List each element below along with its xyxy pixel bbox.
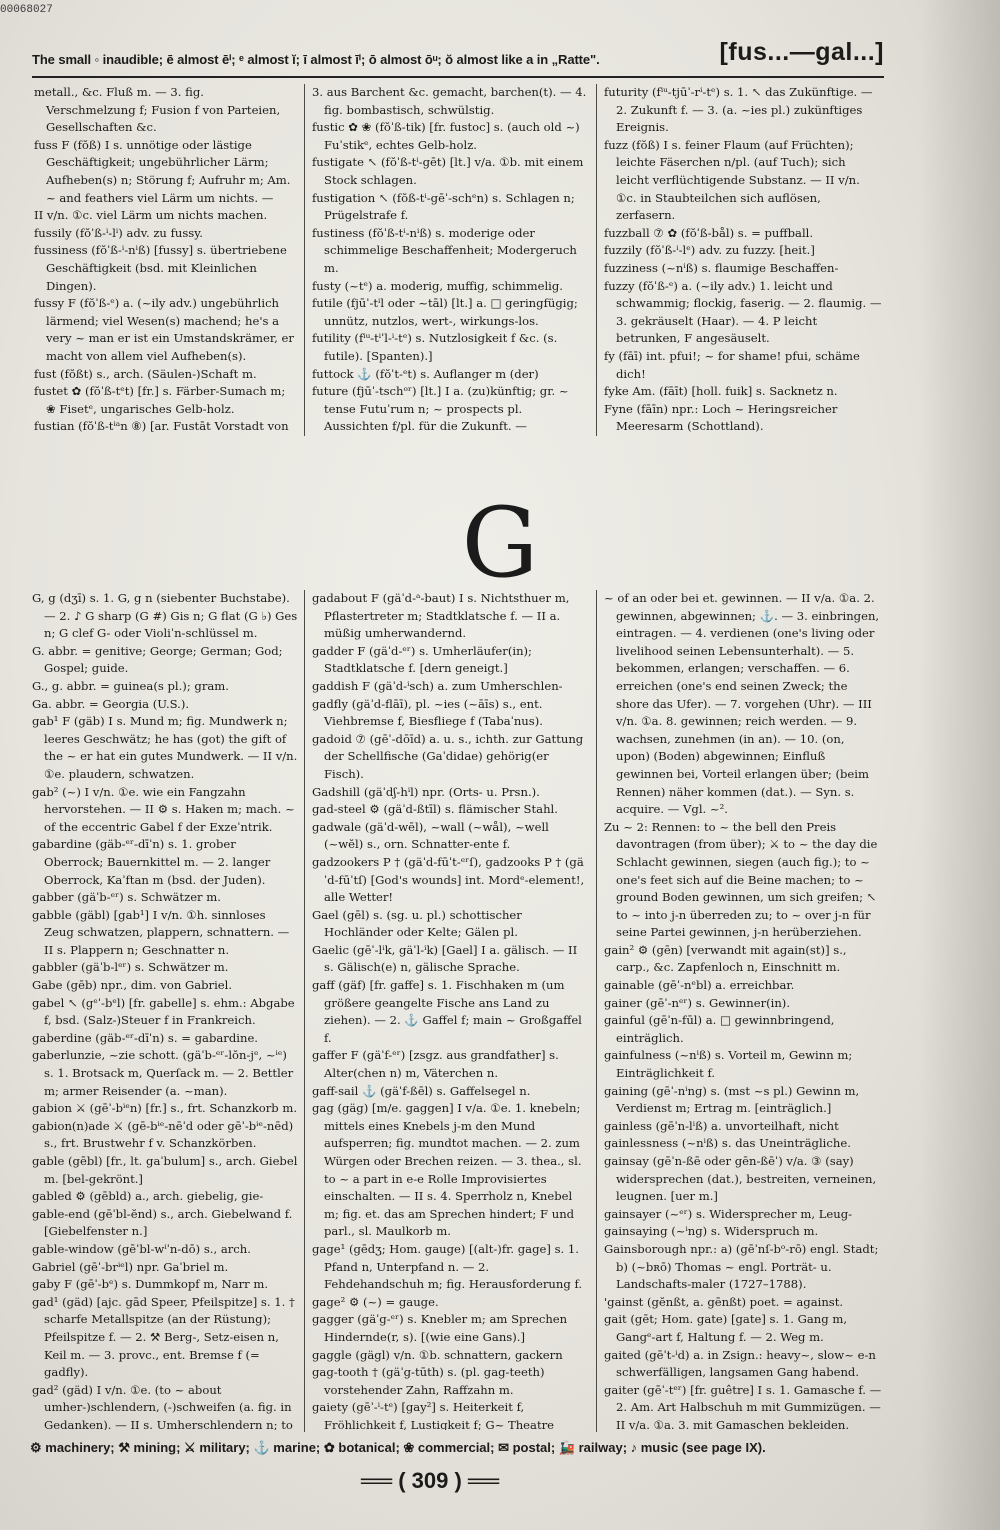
dictionary-entry: fuzz (fŏß) I s. feiner Flaum (auf Früchten); leichte Fäserchen n/pl. (auf Tuch); sich leicht verflüchtigende Substanz. — II v/n. ①c. in Staubteilchen sich auflösen, zerfasern. bbox=[604, 137, 860, 223]
dictionary-entry: fustigate ↖ (fŏˈß-tⁱ-gēt) [lt.] v/a. ①b. mit einem Stock schlagen. bbox=[312, 155, 584, 187]
dictionary-entry: fustic ✿ ❀ (fŏˈß-tik) [fr. fustoc] s. (auch old ~) Fuˈstikᵉ, echtes Gelb-holz. bbox=[312, 120, 580, 152]
dictionary-entry: gage¹ (gēdʒ; Hom. gauge) [(alt-)fr. gage] s. 1. Pfand n, Unterpfand n. — 2. Fehdehandschuh m; fig. Herausforderung f. bbox=[312, 1241, 583, 1292]
dictionary-entry: gaggle (gägl) v/n. ①b. schnattern, gackern bbox=[312, 1347, 563, 1362]
dictionary-entry: gad² (gäd) I v/n. ①e. (to ~ about umher-)schlendern, (-)schweifen (a. fig. in Gedanken). — II s. Umherschlendern n; to bbox=[32, 1382, 293, 1430]
dictionary-entry: gainable (gēˈ-nᵉbl) a. erreichbar. bbox=[604, 978, 795, 993]
dictionary-entry: fussiness (fŏˈß-ⁱ-nⁱß) [fussy] s. übertriebene Geschäftigkeit (bsd. mit Kleinlichen Dingen). bbox=[34, 243, 287, 293]
dictionary-entry: gainless (gēˈn-lⁱß) a. unvorteilhaft, nicht bbox=[604, 1118, 839, 1133]
dictionary-entry: fyke Am. (fāīt) [holl. fuik] s. Sacknetz n. bbox=[604, 384, 838, 399]
dictionary-entry: gage² ⚙ (~) = gauge. bbox=[312, 1294, 439, 1309]
dictionary-entry: gabel ↖ (gᵉˈ-bᵉl) [fr. gabelle] s. ehm.: Abgabe f, bsd. (Salz-)Steuer f in Frankreich. bbox=[32, 995, 295, 1028]
dictionary-entry: G, g (dʒī) s. 1. G, g n (siebenter Buchstabe). — 2. ♪ G sharp (G #) Gis n; G flat (G ♭) Ges n; G clef G- oder Violiˈn-schlüssel m. bbox=[32, 591, 298, 641]
dictionary-entry: gaby F (gēˈ-bᵉ) s. Dummkopf m, Narr m. bbox=[32, 1277, 269, 1292]
dictionary-entry: gainsaying (~ⁱnɡ) s. Widerspruch m. bbox=[604, 1224, 819, 1239]
dictionary-entry: gabbler (gäˈb-lᵉʳ) s. Schwätzer m. bbox=[32, 960, 229, 975]
dictionary-entry: fuss F (fŏß) I s. unnötige oder lästige Geschäftigkeit; ungebührlicher Lärm; Aufheben(s) n; Störung f; Aufruhr m; Am. ~ and feathers viel Lärm um nichts. — bbox=[34, 137, 291, 205]
dictionary-entry: 'gainst (gĕnßt, a. gēnßt) poet. = against. bbox=[604, 1294, 844, 1309]
page-number: ══ ( 309 ) ══ bbox=[360, 1468, 500, 1493]
column-rule bbox=[596, 590, 597, 1432]
entry-range-title: [fus...—gal...] bbox=[719, 38, 884, 66]
dictionary-entry: fustiness (fŏˈß-tⁱ-nⁱß) s. moderige oder schimmelige Beschaffenheit; Modergeruch m. bbox=[312, 225, 577, 275]
dictionary-entry: Gael (gēl) s. (sg. u. pl.) schottischer Hochländer oder Kelte; Gälen pl. bbox=[312, 907, 522, 940]
dictionary-entry: gaff (gäf) [fr. gaffe] s. 1. Fischhaken m (um größere geangelte Fische ans Land zu ziehen). — 2. ⚓ Gaffel f; main ~ Großgaffel f. bbox=[312, 978, 582, 1045]
dictionary-entry: gaddish F (gäˈd-ⁱsch) a. zum Umherschlen- bbox=[312, 678, 563, 693]
dictionary-entry: gable-window (gēˈbl-wⁱˈn-dō) s., arch. bbox=[32, 1241, 251, 1256]
column-upper-right bbox=[604, 84, 882, 434]
dictionary-entry: gain² ⚙ (gēn) [verwandt mit again(st)] s., carp., &c. Zapfenloch n, Einschnitt m. bbox=[604, 942, 847, 975]
dictionary-entry: gadoid ⑦ (gēˈ-dōīd) a. u. s., ichth. zur Gattung der Schellfische (Gaˈdidae) gehörig(er Fisch). bbox=[312, 731, 584, 781]
section-letter: G bbox=[461, 487, 539, 599]
dictionary-entry: Zu ~ 2: Rennen: to ~ the bell den Preis davontragen (from über); ⚔ to ~ the day die Schlacht gewinnen, siegen (auch fig.); to ~ one's feet sich auf die Beine machen; to ~ ground Boden gewinnen, um sich greifen; ↖ to ~ into j-n überreden zu; to ~ over j-n für seine Partei gewinnen, j-n herüberziehen. bbox=[604, 819, 878, 940]
dictionary-entry: metall., &c. Fluß m. — 3. fig. Verschmelzung f; Fusion f von Parteien, Gesellschaften &c. bbox=[34, 85, 281, 135]
dictionary-entry: ~ of an oder bei et. gewinnen. — II v/a. ①a. 2. gewinnen, abgewinnen; ⚓. — 3. einbringen, eintragen. — 4. verdienen (one's living oder livelihood seinen Lebensunterhalt). — 5. bekommen, erlangen; verschaffen. — 6. erreichen (one's end seinen Zweck; the shore das Ufer). — 7. vorgehen (Uhr). — III v/n. ①a. 8. gewinnen; reich werden. — 9. wachsen, zunehmen (in an). — 10. (on, upon) (Boden) abgewinnen; Einfluß gewinnen bei, Vorteil erlangen über; (beim Rennen) näher kommen (dat.). — Syn. s. acquire. — Vgl. ~². bbox=[604, 591, 880, 817]
dictionary-entry: fustian (fŏˈß-tⁱᵃn ⑧) [ar. Fustāt Vorstadt von bbox=[34, 419, 289, 434]
column-lower-right bbox=[604, 590, 882, 1430]
dictionary-entry: fuzziness (~nⁱß) s. flaumige Beschaffen- bbox=[604, 260, 839, 275]
dictionary-entry: gainful (gēˈn-fūl) a. □ gewinnbringend, einträglich. bbox=[604, 1013, 835, 1045]
dictionary-entry: gab² (~) I v/n. ①e. wie ein Fangzahn hervorstehen. — II ⚙ s. Haken m; mach. ~ of the eccentric Gabel f der Exzeˈntrik. bbox=[32, 784, 295, 834]
dictionary-entry: Ga. abbr. = Georgia (U.S.). bbox=[32, 696, 190, 711]
dictionary-entry: fust (fŏßt) s., arch. (Säulen-)Schaft m. bbox=[34, 366, 257, 381]
dictionary-entry: futile (fjūˈ-tⁱl oder ~tāl) [lt.] a. □ geringfügig; unnütz, nutzlos, wert-, wirkungs-los. bbox=[312, 296, 578, 328]
dictionary-entry: gaited (gēˈt-ⁱd) a. in Zsign.: heavy~, slow~ e-n schwerfälligen, langsamen Gang habend. bbox=[604, 1347, 876, 1380]
column-upper-middle bbox=[312, 84, 590, 434]
column-rule bbox=[304, 84, 305, 436]
dictionary-entry: 3. aus Barchent &c. gemacht, barchen(t). — 4. fig. bombastisch, schwülstig. bbox=[312, 85, 587, 117]
dictionary-entry: gabion(n)ade ⚔ (gē-bⁱᵉ-nēˈd oder gēˈ-bⁱᵉ-nēd) s., frt. Brustwehr f v. Schanzkörben. bbox=[32, 1118, 294, 1151]
dictionary-entry: gag-tooth † (gäˈg-tūth) s. (pl. gag-teeth) vorstehender Zahn, Raffzahn m. bbox=[312, 1365, 545, 1397]
dictionary-entry: gainfulness (~nⁱß) s. Vorteil m, Gewinn m; Einträglichkeit f. bbox=[604, 1048, 853, 1081]
dictionary-entry: gainlessness (~nⁱß) s. das Uneinträgliche. bbox=[604, 1136, 851, 1151]
scan-id-stamp: 00068027 bbox=[0, 4, 53, 16]
dictionary-entry: gaberdine (gäb-ᵉʳ-dīˈn) s. = gabardine. bbox=[32, 1030, 258, 1045]
symbol-legend: ⚙ machinery; ⚒ mining; ⚔ military; ⚓ marine; ✿ botanical; ❀ commercial; ✉ postal; 🚂 railway; ♪ music (see page IX). bbox=[30, 1440, 766, 1455]
dictionary-entry: gabardine (gäb-ᵉʳ-dīˈn) s. 1. grober Oberrock; Bauernkittel m. — 2. langer Oberrock, Kaˈftan m (bsd. der Juden). bbox=[32, 837, 271, 887]
dictionary-entry: gable (gēbl) [fr., lt. gaˈbulum] s., arch. Giebel m. [bel-gekrönt.] bbox=[32, 1154, 298, 1186]
column-rule bbox=[596, 84, 597, 436]
dictionary-entry: gab¹ F (gäb) I s. Mund m; fig. Mundwerk n; leeres Geschwätz; he has (got) the gift of the ~ er hat ein gutes Mundwerk. — II v/n. ①e. plaudern, schwatzen. bbox=[32, 714, 298, 781]
dictionary-entry: gaff-sail ⚓ (gäˈf-ßēl) s. Gaffelsegel n. bbox=[312, 1083, 531, 1098]
column-rule bbox=[304, 590, 305, 1432]
dictionary-entry: Fyne (fāīn) npr.: Loch ~ Heringsreicher Meeresarm (Schottland). bbox=[604, 401, 838, 434]
dictionary-entry: fuzzy (fŏˈß-ᵉ) a. (~ily adv.) 1. leicht und schwammig; flockig, faserig. — 2. flaumig. — 3. gekräuselt (Haar). — 4. P leicht betrunken, F angesäuselt. bbox=[604, 278, 882, 346]
dictionary-entry: Gabriel (gēˈ-brⁱᵉl) npr. Gaˈbriel m. bbox=[32, 1259, 229, 1274]
dictionary-entry: Gaelic (gēˈ-lⁱk, gäˈl-ⁱk) [Gael] I a. gälisch. — II s. Gälisch(e) n, gälische Sprache. bbox=[312, 942, 578, 975]
dictionary-entry: fusty (~tᵉ) a. moderig, muffig, schimmelig. bbox=[312, 278, 563, 293]
dictionary-entry: future (fjūˈ-tschᵒʳ) [lt.] I a. (zu)künftig; gr. ~ tense Futuˈrum n; ~ prospects pl. Aussichten f/pl. für die Zukunft. — bbox=[312, 384, 569, 434]
dictionary-entry: fustigation ↖ (fŏß-tⁱ-gēˈ-schᵉn) s. Schlagen n; Prügelstrafe f. bbox=[312, 190, 575, 223]
dictionary-entry: gad¹ (gäd) [ajc. gād Speer, Pfeilspitze] s. 1. † scharfe Metallspitze (an der Rüstung); Pfeilspitze f. — 2. ⚒ Berg-, Setz-eisen n, Keil m. — 3. provc., ent. Bremse f (= gadfly). bbox=[32, 1294, 295, 1380]
dictionary-entry: gabble (gäbl) [gab¹] I v/n. ①h. sinnloses Zeug schwatzen, plappern, schnattern. — II s. Plappern n; Geschnatter n. bbox=[32, 907, 290, 957]
page-edge-shadow bbox=[920, 0, 1000, 1530]
dictionary-entry: II v/n. ①c. viel Lärm um nichts machen. bbox=[34, 208, 268, 223]
dictionary-entry: gainsayer (~ᵉʳ) s. Widersprecher m, Leug- bbox=[604, 1206, 853, 1221]
dictionary-entry: gaiter (gēˈ-tᵉʳ) [fr. guêtre] I s. 1. Gamasche f. — 2. Am. Art Halbschuh m mit Gummizügen. — II v/a. ①a. 3. mit Gamaschen bekleiden. bbox=[604, 1382, 882, 1430]
dictionary-entry: fussily (fŏˈß-ⁱ-lⁱ) adv. zu fussy. bbox=[34, 225, 203, 240]
dictionary-entry: futurity (fⁱᵘ-tjūˈ-rⁱ-tᵉ) s. 1. ↖ das Zukünftige. — 2. Zukunft f. — 3. (a. ~ies pl.) zukünftiges Ereignis. bbox=[604, 85, 873, 135]
dictionary-entry: gait (gēt; Hom. gate) [gate] s. 1. Gang m, Gangᵉ-art f, Haltung f. — 2. Weg m. bbox=[604, 1312, 848, 1344]
dictionary-entry: gabber (gäˈb-ᵉʳ) s. Schwätzer m. bbox=[32, 890, 221, 905]
dictionary-entry: gadfly (gäˈd-flāī), pl. ~ies (~āīs) s., ent. Viehbremse f, Biesfliege f (Tabaˈnus). bbox=[312, 696, 543, 729]
page-header bbox=[32, 38, 884, 78]
dictionary-entry: fustet ✿ (fŏˈß-tᵉt) [fr.] s. Färber-Sumach m; ❀ Fisetᵉ, ungarisches Gelb-holz. bbox=[34, 384, 286, 416]
pronunciation-note: The small ◦ inaudible; ē almost ēⁱ; ᵉ almost ĭ; ī almost īⁱ; ō almost ōᵘ; ŏ almost like a in „Ratte". bbox=[32, 52, 600, 67]
dictionary-entry: fuzzball ⑦ ✿ (fŏˈß-bål) s. = puffball. bbox=[604, 225, 814, 240]
dictionary-entry: gaiety (gēˈ-ⁱ-tᵉ) [gay²] s. Heiterkeit f, Fröhlichkeit f, Lustigkeit f; G~ Theatre bbox=[312, 1400, 555, 1430]
dictionary-entry: gad-steel ⚙ (gäˈd-ßtīl) s. flämischer Stahl. bbox=[312, 802, 558, 817]
dictionary-entry: gaining (gēˈ-nⁱnɡ) s. (mst ~s pl.) Gewinn m, Verdienst m; Ertrag m. [einträglich.] bbox=[604, 1083, 860, 1116]
dictionary-entry: gag (gäg) [m/e. gaggen] I v/a. ①e. 1. knebeln; mittels eines Knebels j-m den Mund aufsperren; fig. mundtot machen. — 2. zum Würgen oder Brechen reizen. — 3. thea., sl. to ~ a part in e-e Rolle Improvisiertes einschalten. — II s. 4. Sperrholz n, Knebel m; fig. et. das am Sprechen hindert; F und parl., sl. Maulkorb m. bbox=[312, 1101, 582, 1239]
dictionary-entry: gainsay (gēˈn-ßē oder gēn-ßēˈ) v/a. ③ (say) widersprechen (dat.), bestreiten, verneinen, leugnen. [uer m.] bbox=[604, 1154, 877, 1204]
column-upper-left bbox=[34, 84, 296, 434]
dictionary-entry: gainer (gēˈ-nᵉʳ) s. Gewinner(in). bbox=[604, 995, 791, 1010]
column-lower-middle bbox=[312, 590, 590, 1430]
dictionary-entry: futtock ⚓ (fŏˈt-ᵉt) s. Auflanger m (der) bbox=[312, 366, 539, 381]
dictionary-entry: Gadshill (gäˈdʃ-hⁱl) npr. (Orts- u. Prsn.). bbox=[312, 784, 540, 799]
dictionary-entry: gagger (gäˈg-ᵉʳ) s. Knebler m; am Sprechen Hindernde(r, s). [(wie eine Gans).] bbox=[312, 1312, 568, 1344]
dictionary-entry: Gainsborough npr.: a) (gēˈnſ-bᵒ-rō) engl. Stadt; b) (~bʀō) Thomas ~ engl. Porträt- u. Landschafts-maler (1727–1788). bbox=[604, 1241, 879, 1292]
dictionary-entry: futility (fⁱᵘ-tⁱˈl-ⁱ-tᵉ) s. Nutzlosigkeit f &c. (s. futile). [Spanten).] bbox=[312, 331, 558, 363]
column-lower-left bbox=[32, 590, 298, 1430]
dictionary-entry: gadabout F (gäˈd-ᵃ-baut) I s. Nichtsthuer m, Pflastertreter m; Stadtklatsche f. — II a. müßig umherwandernd. bbox=[312, 591, 570, 641]
dictionary-entry: gadwale (gäˈd-wēl), ~wall (~wål), ~well (~wĕl) s., orn. Schnatter-ente f. bbox=[312, 819, 549, 852]
dictionary-entry: gaffer F (gäˈf-ᵉʳ) [zsgz. aus grandfather] s. Alter(chen n) m, Väterchen n. bbox=[312, 1048, 559, 1081]
dictionary-entry: fy (fāī) int. pfui!; ~ for shame! pfui, schäme dich! bbox=[604, 348, 860, 381]
dictionary-entry: gadder F (gäˈd-ᵉʳ) s. Umherläufer(in); Stadtklatsche f. [dern geneigt.] bbox=[312, 643, 532, 676]
dictionary-entry: gabled ⚙ (gēbld) a., arch. giebelig, gie- bbox=[32, 1189, 264, 1204]
dictionary-entry: gaberlunzie, ~zie schott. (gäˈb-ᵉʳ-lŏn-jᵉ, ~ⁱᵉ) s. 1. Brotsack m, Querſack m. — 2. Bettler m; armer Reisender (a. ~man). bbox=[32, 1048, 294, 1098]
dictionary-entry: G. abbr. = genitive; George; German; God; Gospel; guide. bbox=[32, 643, 283, 676]
dictionary-entry: Gabe (gēb) npr., dim. von Gabriel. bbox=[32, 978, 233, 993]
dictionary-entry: G., g. abbr. = guinea(s pl.); gram. bbox=[32, 678, 229, 693]
dictionary-entry: fussy F (fŏˈß-ᵉ) a. (~ily adv.) ungebührlich lärmend; viel Wesen(s) machend; he's a very ~ man er ist ein Umstandskrämer, er macht von allem viel Aufheben(s). bbox=[34, 296, 294, 363]
dictionary-entry: gable-end (gēˈbl-ĕnd) s., arch. Giebelwand f. [Giebelfenster n.] bbox=[32, 1206, 293, 1239]
dictionary-entry: fuzzily (fŏˈß-ⁱ-lᵉ) adv. zu fuzzy. [heit.] bbox=[604, 243, 815, 258]
dictionary-entry: gabion ⚔ (gēˈ-bⁱᵉn) [fr.] s., frt. Schanzkorb m. bbox=[32, 1101, 298, 1116]
dictionary-entry: gadzookers P † (gäˈd-fūˈt-ᵉʳſ), gadzooks P † (gäˈd-fūˈtſ) [God's wounds] int. Mordᵉ-element!, alle Wetter! bbox=[312, 854, 585, 905]
